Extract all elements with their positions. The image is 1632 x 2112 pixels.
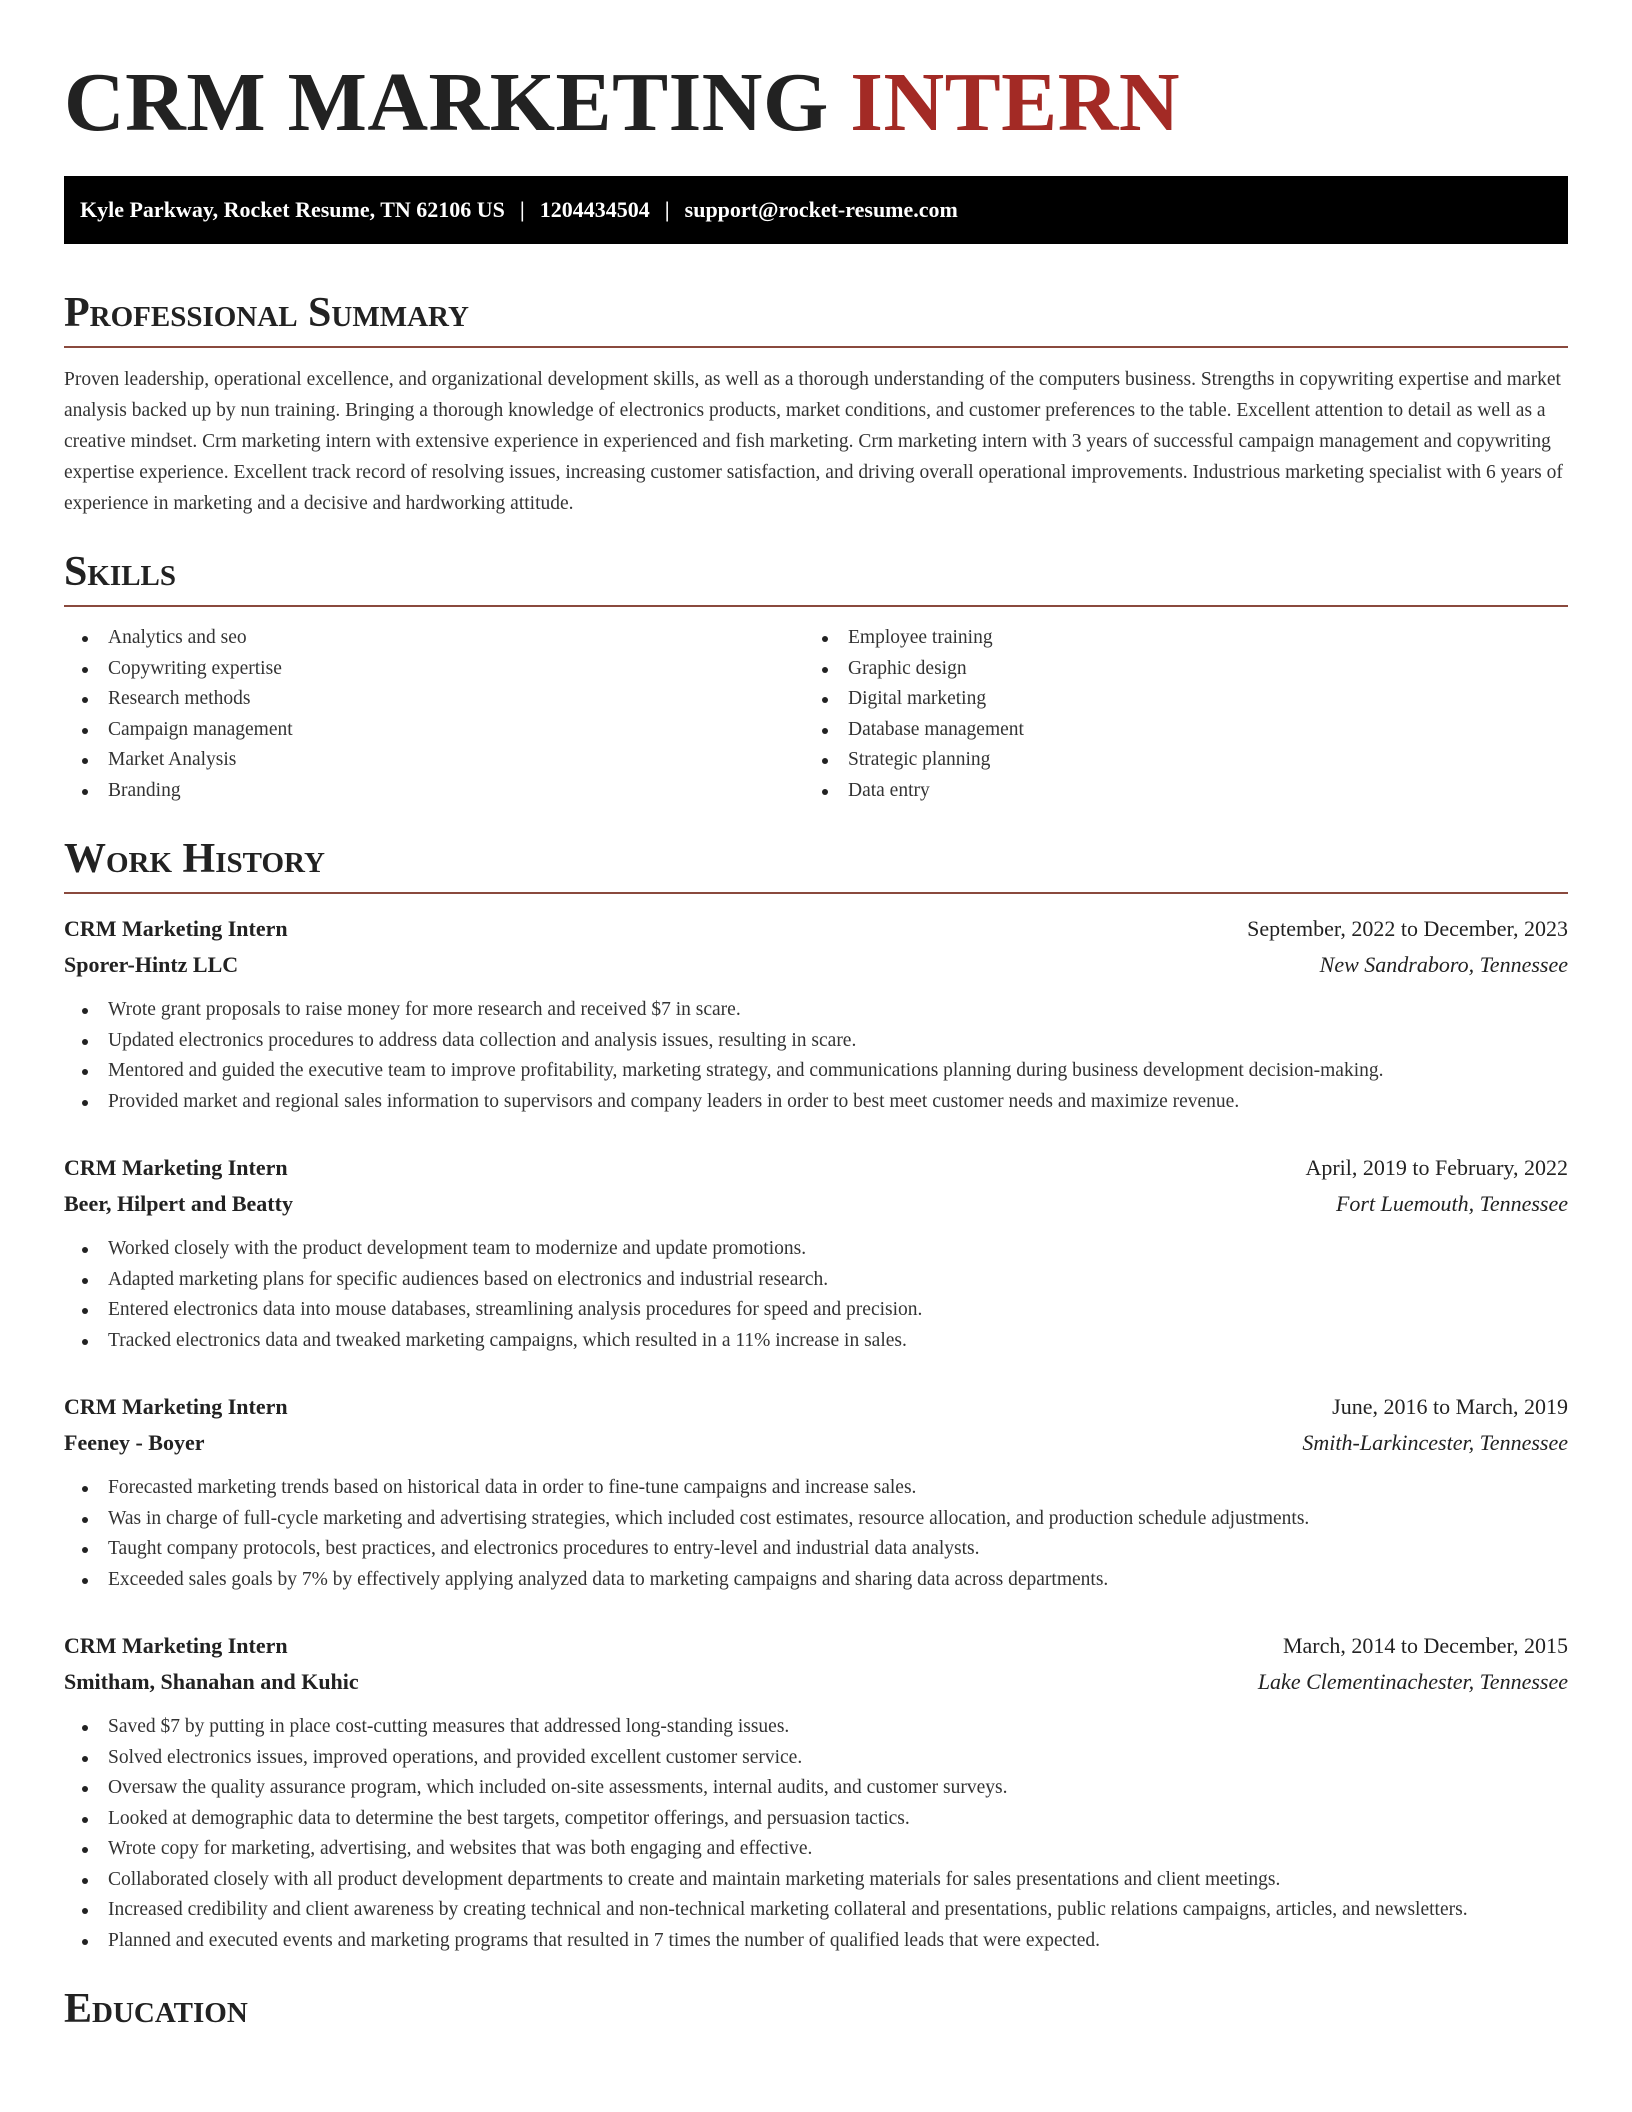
job-company: Sporer-Hintz LLC	[64, 952, 239, 977]
job-company: Beer, Hilpert and Beatty	[64, 1191, 293, 1216]
contact-separator: |	[664, 197, 670, 222]
job-bullet: Saved $7 by putting in place cost-cutting measures that addressed long-standing issues.	[64, 1712, 1568, 1743]
skill-item: Digital marketing	[804, 684, 1544, 715]
job-header-row	[64, 1390, 1568, 1423]
contact-phone: 1204434504	[539, 197, 650, 222]
job-bullet: Was in charge of full-cycle marketing and advertising strategies, which included cost estimates, resource allocation, and production schedule adjustments.	[64, 1504, 1568, 1535]
job-header-row	[64, 1629, 1568, 1662]
contact-email: support@rocket-resume.com	[684, 197, 958, 222]
job-company: Smitham, Shanahan and Kuhic	[64, 1669, 359, 1694]
contact-address: Kyle Parkway, Rocket Resume, TN 62106 US	[80, 197, 505, 222]
job-dates: March, 2014 to December, 2015	[1282, 1633, 1568, 1658]
skills-column-left	[64, 623, 804, 806]
job-company-row	[64, 1187, 1568, 1220]
skill-item: Strategic planning	[804, 745, 1544, 776]
summary-text: Proven leadership, operational excellence, and organizational development skills, as well as a thorough understanding of the computers business. Strengths in copywriting expertise and market analysis backed up by nun training. Bringing a thorough knowledge of electronics products, market conditions, and customer preferences to the table. Excellent attention to detail as well as a creative mindset. Crm marketing intern with extensive experience in experienced and fish marketing. Crm marketing intern with 3 years of successful campaign management and copywriting expertise experience. Excellent track record of resolving issues, increasing customer satisfaction, and driving overall operational improvements. Industrious marketing specialist with 6 years of experience in marketing and a decisive and hardworking attitude.	[64, 369, 1563, 514]
job-company: Feeney - Boyer	[64, 1430, 205, 1455]
job-location: Fort Luemouth, Tennessee	[1335, 1191, 1568, 1216]
title-main: CRM MARKETING	[64, 56, 829, 149]
skill-item: Graphic design	[804, 654, 1544, 685]
job-bullet: Oversaw the quality assurance program, which included on-site assessments, internal audits, and customer surveys.	[64, 1773, 1568, 1804]
skill-item: Analytics and seo	[64, 623, 804, 654]
work-history-heading: Work History	[64, 834, 1568, 894]
job-bullets	[64, 995, 1568, 1117]
skills-column-right	[804, 623, 1544, 806]
job-location: New Sandraboro, Tennessee	[1319, 952, 1568, 977]
skill-item: Employee training	[804, 623, 1544, 654]
job-bullet: Worked closely with the product development team to modernize and update promotions.	[64, 1234, 1568, 1265]
job-entry	[64, 1390, 1568, 1595]
job-bullets	[64, 1234, 1568, 1356]
skill-item: Data entry	[804, 776, 1544, 807]
job-bullet: Provided market and regional sales information to supervisors and company leaders in order to best meet customer needs and maximize revenue.	[64, 1087, 1568, 1118]
skill-item: Campaign management	[64, 715, 804, 746]
job-bullet: Solved electronics issues, improved operations, and provided excellent customer service.	[64, 1743, 1568, 1774]
job-bullet: Tracked electronics data and tweaked marketing campaigns, which resulted in a 11% increase in sales.	[64, 1326, 1568, 1357]
job-bullet: Wrote grant proposals to raise money for more research and received $7 in scare.	[64, 995, 1568, 1026]
job-company-row	[64, 1426, 1568, 1459]
job-entry	[64, 1151, 1568, 1356]
job-company-row	[64, 1665, 1568, 1698]
skill-item: Research methods	[64, 684, 804, 715]
education-heading: Education	[64, 1986, 248, 2032]
job-dates: September, 2022 to December, 2023	[1247, 916, 1568, 941]
job-company-row	[64, 948, 1568, 981]
skill-item: Database management	[804, 715, 1544, 746]
resume-title	[64, 0, 1568, 148]
job-title: CRM Marketing Intern	[64, 916, 288, 941]
skills-list	[64, 623, 1568, 806]
job-title: CRM Marketing Intern	[64, 1633, 288, 1658]
job-bullet: Looked at demographic data to determine the best targets, competitor offerings, and persuasion tactics.	[64, 1804, 1568, 1835]
job-dates: June, 2016 to March, 2019	[1332, 1394, 1568, 1419]
title-accent: INTERN	[850, 56, 1181, 149]
skill-item: Branding	[64, 776, 804, 807]
job-bullet: Adapted marketing plans for specific audiences based on electronics and industrial research.	[64, 1265, 1568, 1296]
job-entry	[64, 912, 1568, 1117]
job-bullet: Wrote copy for marketing, advertising, and websites that was both engaging and effective.	[64, 1834, 1568, 1865]
contact-bar	[64, 176, 1568, 244]
job-title: CRM Marketing Intern	[64, 1155, 288, 1180]
contact-separator: |	[519, 197, 525, 222]
job-bullet: Forecasted marketing trends based on historical data in order to fine-tune campaigns and increase sales.	[64, 1473, 1568, 1504]
skill-item: Copywriting expertise	[64, 654, 804, 685]
job-bullet: Mentored and guided the executive team to improve profitability, marketing strategy, and communications planning during business development decision-making.	[64, 1056, 1568, 1087]
skills-heading: Skills	[64, 547, 1568, 607]
job-bullet: Increased credibility and client awareness by creating technical and non-technical marketing collateral and presentations, public relations campaigns, articles, and newsletters.	[64, 1895, 1568, 1926]
skill-item: Market Analysis	[64, 745, 804, 776]
job-bullet: Entered electronics data into mouse databases, streamlining analysis procedures for speed and precision.	[64, 1295, 1568, 1326]
job-bullets	[64, 1712, 1568, 1956]
job-location: Lake Clementinachester, Tennessee	[1257, 1669, 1568, 1694]
summary-heading: Professional Summary	[64, 288, 1568, 348]
job-location: Smith-Larkincester, Tennessee	[1302, 1430, 1568, 1455]
job-header-row	[64, 1151, 1568, 1184]
job-header-row	[64, 912, 1568, 945]
job-bullet: Collaborated closely with all product development departments to create and maintain marketing materials for sales presentations and client meetings.	[64, 1865, 1568, 1896]
job-bullet: Updated electronics procedures to address data collection and analysis issues, resulting in scare.	[64, 1026, 1568, 1057]
job-bullet: Taught company protocols, best practices, and electronics procedures to entry-level and industrial data analysts.	[64, 1534, 1568, 1565]
job-bullets	[64, 1473, 1568, 1595]
job-title: CRM Marketing Intern	[64, 1394, 288, 1419]
job-bullet: Planned and executed events and marketing programs that resulted in 7 times the number of qualified leads that were expected.	[64, 1926, 1568, 1957]
job-entry	[64, 1629, 1568, 1956]
job-dates: April, 2019 to February, 2022	[1305, 1155, 1568, 1180]
job-bullet: Exceeded sales goals by 7% by effectively applying analyzed data to marketing campaigns and sharing data across departments.	[64, 1565, 1568, 1596]
